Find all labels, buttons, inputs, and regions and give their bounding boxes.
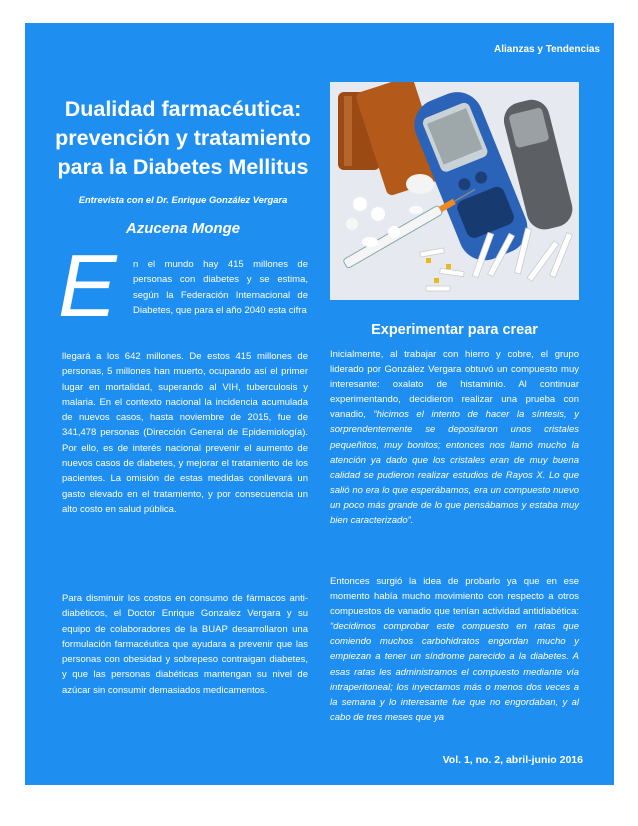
interview-quote: “hicimos el intento de hacer la síntesis, y sorprendentemente se depositaron unos cristales pequeñitos, muy bonitos; entonces nos llamó mucho la atención ya dado que los cristales eran de muy buena calidad se pudieron realizar estudios de Rayos X. Lo que salió no era lo que esperábamos, era un compuesto nuevo un poco más grande de lo que pensábamos y estaba muy bien caracterizado”. xyxy=(330,409,579,527)
issue-footer: Vol. 1, no. 2, abril-junio 2016 xyxy=(442,754,583,766)
diabetes-supplies-photo xyxy=(330,82,579,300)
intro-first-lines: n el mundo hay 415 millones de personas con diabetes y se estima, según la Federación Internacional de Diabetes, que para el año 2040 esta cifra xyxy=(133,259,308,316)
paragraph-intro: Inicialmente, al trabajar con hierro y cobre, el grupo liderado por González Vergara obtuvó un compuesto muy interesante: oxalato de histaminio. Al continuar experimentando, decidieron realizar una prueba con vanadio, xyxy=(330,349,579,421)
section-header: Alianzas y Tendencias xyxy=(494,44,600,55)
interview-quote: “decidimos comprobar este compuesto en ratas que comiendo muchos carbohidratos engordan mucho y empiezan a tener un síndrome parecido a la diabetes. A esas ratas les administramos el compuesto mediante vía intraperitoneal; los inyectamos más o menos dos veces a la semana y lo interesante fue que no engordaban, y al cabo de tres meses que ya xyxy=(330,621,579,723)
title-line: Dualidad farmacéutica: xyxy=(64,97,302,121)
article-author: Azucena Monge xyxy=(125,220,241,237)
second-paragraph: Para disminuir los costos en consumo de fármacos anti-diabéticos, el Doctor Enrique Gonzalez Vergara y su equipo de colaboradores de la BUAP desarrollaron una formulación farmacéutica que ayudara a prevenir que las personas con obesidad y sobrepeso contraigan diabetes, y que las personas diabéticas mantengan su nivel de azúcar sin consumir demasiados medicamentos. xyxy=(62,593,308,696)
right-paragraph-2 xyxy=(330,574,579,725)
drop-cap: E xyxy=(58,236,117,335)
article-subtitle: Entrevista con el Dr. Enrique González Vergara xyxy=(78,194,288,205)
title-line: prevención y tratamiento xyxy=(55,126,311,150)
section-heading: Experimentar para crear xyxy=(371,322,538,338)
title-line: para la Diabetes Mellitus xyxy=(57,155,309,179)
right-paragraph-1 xyxy=(330,347,579,528)
article-title xyxy=(48,95,318,182)
intro-paragraph: llegará a los 642 millones. De estos 415 millones de personas, 5 millones han muerto, ocupando así el primer lugar en mortalidad, superando al VIH, tuberculosis y malaria. En el contexto nacional la incidencia acumulada de nuevos casos, hasta noviembre de 2015, fue de 341,478 personas (Dirección General de Epidemiología). Por ello, es de interés nacional prevenir el aumento de nuevos casos de diabetes, y mejorar el tratamiento de los pacientes. La omisión de estas medidas conllevará un gasto elevado en el tratamiento, y por consecuencia un alto costo en salud pública. xyxy=(62,351,308,515)
paragraph-intro: Entonces surgió la idea de probarlo ya que en ese momento había mucho movimiento con respecto a otros compuestos de vanadio que tenían actividad antidiabética: xyxy=(330,576,579,618)
